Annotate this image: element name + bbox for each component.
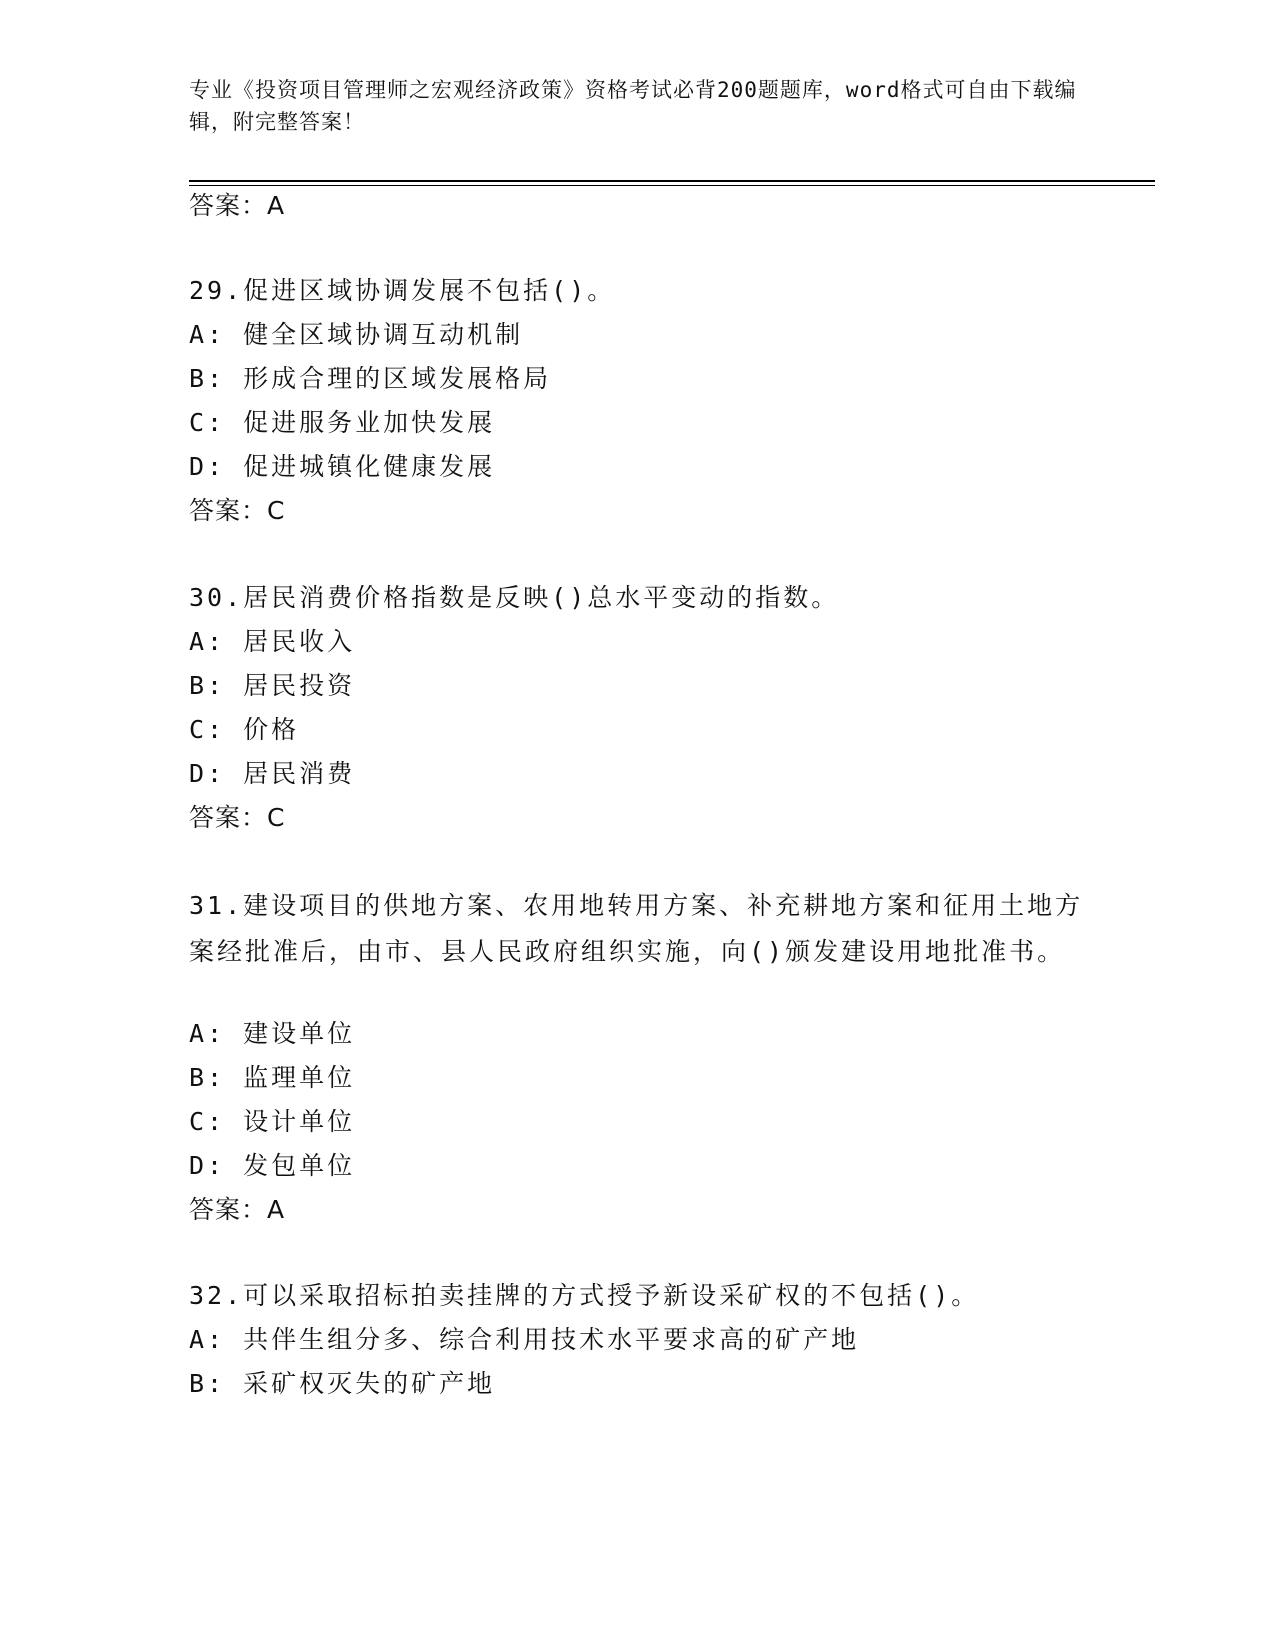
header-divider [189,180,1155,182]
option-d: D: 发包单位 [189,1151,356,1180]
header-divider-thin [189,185,1155,186]
option-a: A: 建设单位 [189,1019,356,1048]
answer-line: 答案：C [189,803,286,832]
option-d: D: 居民消费 [189,759,356,788]
option-a: A: 居民收入 [189,627,356,656]
question-stem: 29.促进区域协调发展不包括()。 [189,276,616,305]
option-b: B: 监理单位 [189,1063,356,1092]
option-c: C: 价格 [189,715,300,744]
option-a: A: 健全区域协调互动机制 [189,320,524,349]
option-a: A: 共伴生组分多、综合利用技术水平要求高的矿产地 [189,1325,860,1354]
option-c: C: 促进服务业加快发展 [189,408,496,437]
question-stem: 31.建设项目的供地方案、农用地转用方案、补充耕地方案和征用土地方案经批准后，由市、县人民政府组织实施，向()颁发建设用地批准书。 [189,891,1084,966]
option-c: C: 设计单位 [189,1107,356,1136]
option-b: B: 形成合理的区域发展格局 [189,364,552,393]
answer-line: 答案：A [189,191,286,220]
document-header: 专业《投资项目管理师之宏观经济政策》资格考试必背200题题库，word格式可自由下载编辑，附完整答案！ [189,78,1077,134]
option-b: B: 采矿权灭失的矿产地 [189,1369,496,1398]
question-stem: 30.居民消费价格指数是反映()总水平变动的指数。 [189,583,840,612]
option-b: B: 居民投资 [189,671,356,700]
question-stem: 32.可以采取招标拍卖挂牌的方式授予新设采矿权的不包括()。 [189,1281,980,1310]
answer-line: 答案：A [189,1195,286,1224]
option-d: D: 促进城镇化健康发展 [189,452,496,481]
answer-line: 答案：C [189,496,286,525]
